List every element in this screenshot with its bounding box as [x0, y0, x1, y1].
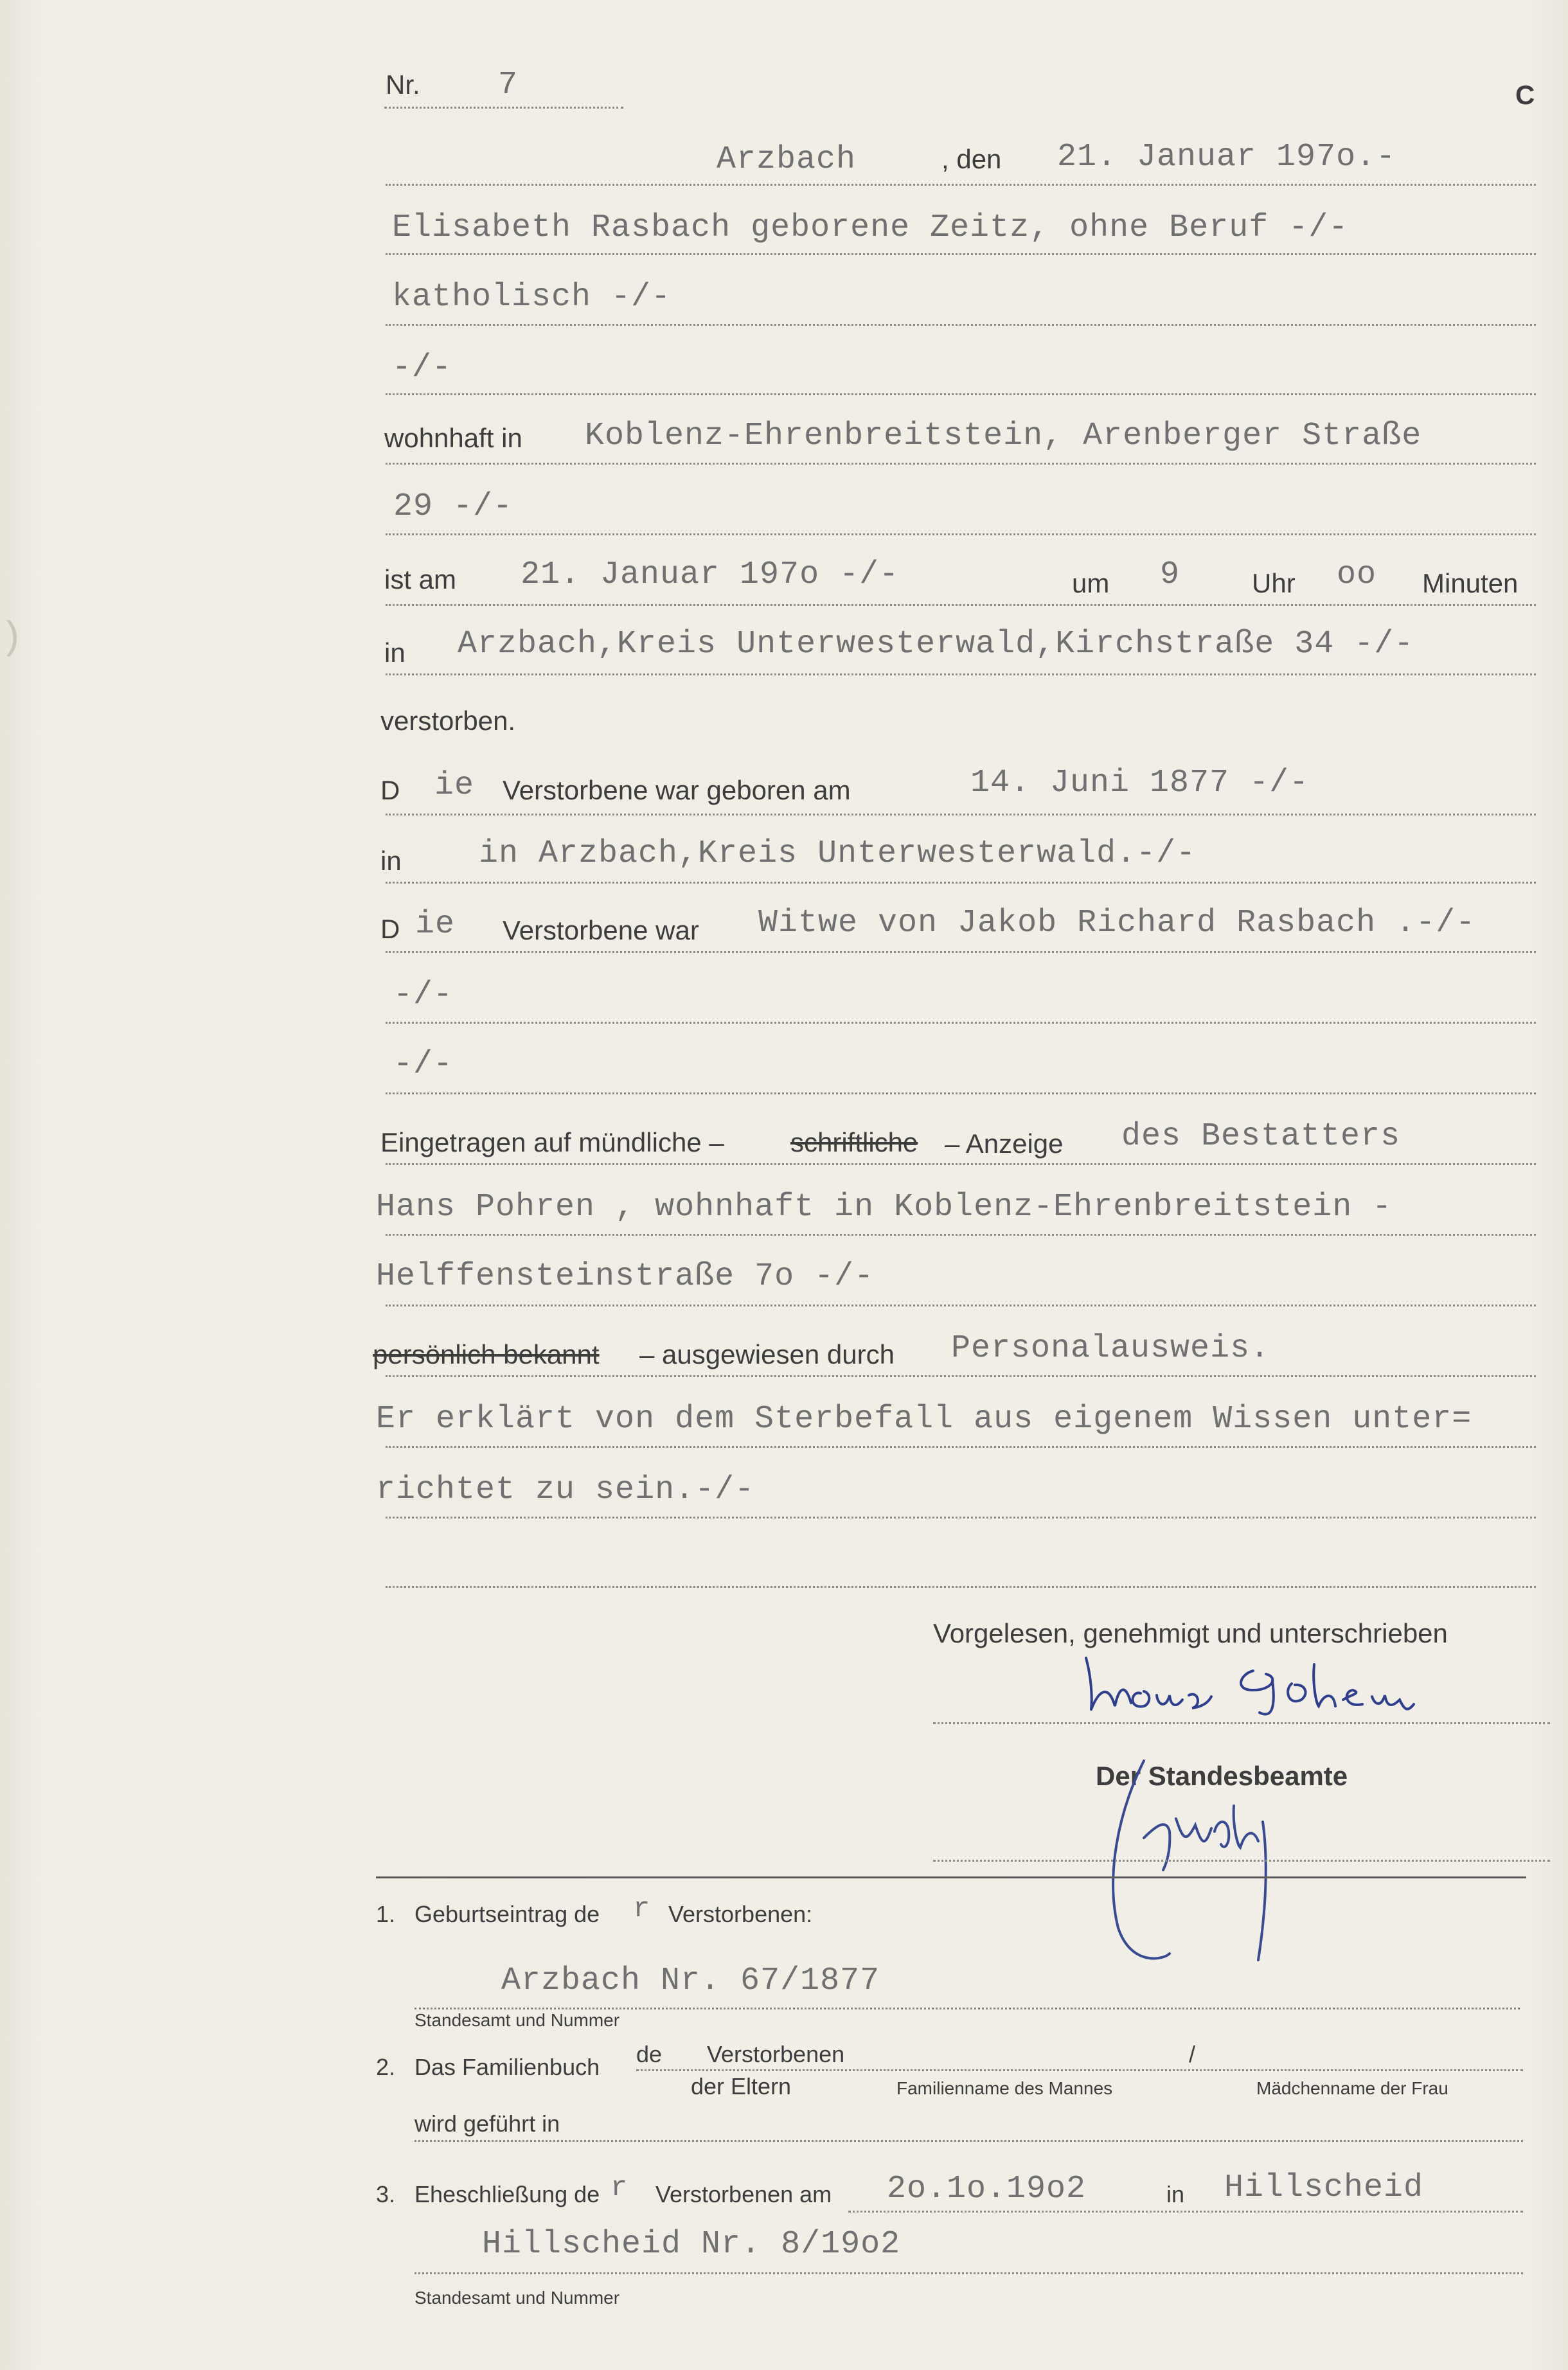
line [848, 2211, 1523, 2213]
line [386, 1305, 1536, 1306]
line [386, 1517, 1536, 1519]
residence-label: wohnhaft in [384, 423, 522, 453]
line [386, 253, 1536, 255]
ist-am-label: ist am [384, 564, 457, 594]
birth-place: in Arzbach,Kreis Unterwesterwald.-/- [479, 835, 1197, 872]
signature-line-officer [933, 1860, 1550, 1862]
report-value: des Bestatters [1121, 1118, 1401, 1155]
status-d-suffix: ie [415, 906, 456, 943]
line [414, 2272, 1523, 2274]
item3-label: Eheschließung de [414, 2181, 600, 2207]
confirm-label: Vorgelesen, genehmigt und unterschrieben [933, 1618, 1448, 1648]
item1-label: Geburtseintrag de [414, 1901, 600, 1927]
item3-place: Hillscheid [1224, 2170, 1424, 2206]
residence-cont: 29 -/- [393, 488, 513, 525]
report-line-2: Hans Pohren , wohnhaft in Koblenz-Ehrenbreitstein - [376, 1189, 1393, 1225]
line [386, 673, 1536, 675]
line [386, 1446, 1536, 1448]
item1-r: r [633, 1893, 651, 1925]
death-place: Arzbach,Kreis Unterwesterwald,Kirchstraße 34 -/- [458, 626, 1414, 663]
item2-caption-wife: Mädchenname der Frau [1256, 2078, 1448, 2098]
status-value: Witwe von Jakob Richard Rasbach .-/- [758, 905, 1476, 941]
birth-d-suffix: ie [434, 767, 475, 804]
id-struck-option: persönlich bekannt [373, 1339, 600, 1369]
item2-option-parents: der Eltern [691, 2073, 792, 2099]
line [386, 184, 1536, 186]
birth-d-label: D [380, 775, 400, 805]
report-line-6: richtet zu sein.-/- [376, 1472, 755, 1508]
item2-option-deceased: Verstorbenen [707, 2041, 845, 2067]
report-line-3: Helffensteinstraße 7o -/- [376, 1258, 875, 1295]
line [636, 2069, 1523, 2071]
item3-in-label: in [1166, 2181, 1185, 2207]
signature-line-informant [933, 1722, 1550, 1724]
id-label: – ausgewiesen durch [639, 1339, 895, 1369]
officer-label: Der Standesbeamte [1096, 1761, 1348, 1791]
um-label: um [1072, 568, 1110, 598]
item2-caption-husband: Familienname des Mannes [896, 2078, 1113, 2098]
line [414, 2008, 1520, 2009]
birth-in-label: in [380, 846, 402, 876]
date: 21. Januar 197o.- [1057, 139, 1396, 175]
line [386, 814, 1536, 815]
death-in-label: in [384, 637, 405, 668]
deceased-extra: -/- [392, 350, 452, 386]
report-prefix: Eingetragen auf mündliche – [380, 1127, 724, 1157]
status-d-label: D [380, 914, 400, 944]
item2-label: Das Familienbuch [414, 2054, 600, 2080]
status-label: Verstorbene war [503, 915, 699, 945]
item1-value: Arzbach Nr. 67/1877 [501, 1963, 880, 1999]
footer-divider [376, 1876, 1526, 1878]
nr-value: 7 [498, 67, 519, 103]
deceased-name: Elisabeth Rasbach geborene Zeitz, ohne Beruf -/- [392, 209, 1349, 246]
minuten-label: Minuten [1422, 568, 1519, 598]
report-suffix: – Anzeige [945, 1128, 1064, 1159]
line [386, 1586, 1536, 1588]
line [386, 951, 1536, 953]
status-extra-1: -/- [393, 977, 454, 1013]
nr-label: Nr. [386, 69, 420, 100]
verstorben-label: verstorben. [380, 706, 516, 736]
line [386, 1375, 1536, 1377]
corner-letter: C [1515, 80, 1535, 110]
report-struck-option: schriftliche [790, 1127, 918, 1157]
item2-slash: / [1189, 2041, 1196, 2067]
line [386, 324, 1536, 326]
line [386, 533, 1536, 535]
line [386, 882, 1536, 884]
item3-date: 2o.1o.19o2 [887, 2171, 1087, 2207]
item2-de: de [636, 2041, 663, 2067]
uhr-label: Uhr [1252, 568, 1296, 598]
birth-label: Verstorbene war geboren am [503, 775, 851, 805]
line [386, 463, 1536, 465]
item2-label-2: wird geführt in [414, 2110, 560, 2137]
place: Arzbach [717, 141, 857, 178]
death-date: 21. Januar 197o -/- [521, 557, 900, 593]
item1-number: 1. [376, 1901, 396, 1927]
line [386, 1092, 1536, 1094]
item3-r: r [610, 2172, 628, 2204]
id-value: Personalausweis. [951, 1330, 1270, 1367]
death-minutes: oo [1337, 557, 1377, 593]
item3-label-2: Verstorbenen am [655, 2181, 832, 2207]
line [386, 604, 1536, 606]
item1-label-2: Verstorbenen: [668, 1901, 813, 1927]
nr-underline [384, 107, 623, 109]
item3-number: 3. [376, 2181, 396, 2207]
line [386, 393, 1536, 395]
birth-date: 14. Juni 1877 -/- [970, 765, 1310, 801]
line [414, 2140, 1523, 2142]
item3-caption: Standesamt und Nummer [414, 2288, 620, 2308]
signature-informant [1080, 1645, 1439, 1722]
line [386, 1022, 1536, 1024]
religion: katholisch -/- [392, 279, 672, 316]
line [386, 1163, 1536, 1165]
report-line-5: Er erklärt von dem Sterbefall aus eigenem Wissen unter= [376, 1401, 1472, 1438]
item1-caption: Standesamt und Nummer [414, 2010, 620, 2030]
item2-number: 2. [376, 2054, 396, 2080]
death-hour: 9 [1160, 557, 1180, 593]
item3-value: Hillscheid Nr. 8/19o2 [482, 2226, 901, 2263]
status-extra-2: -/- [393, 1046, 454, 1083]
residence: Koblenz-Ehrenbreitstein, Arenberger Straße [585, 418, 1422, 454]
line [386, 1234, 1536, 1236]
signature-officer [1092, 1761, 1362, 1973]
bleed-through-mark: ) [0, 617, 24, 661]
den-label: , den [941, 144, 1002, 174]
